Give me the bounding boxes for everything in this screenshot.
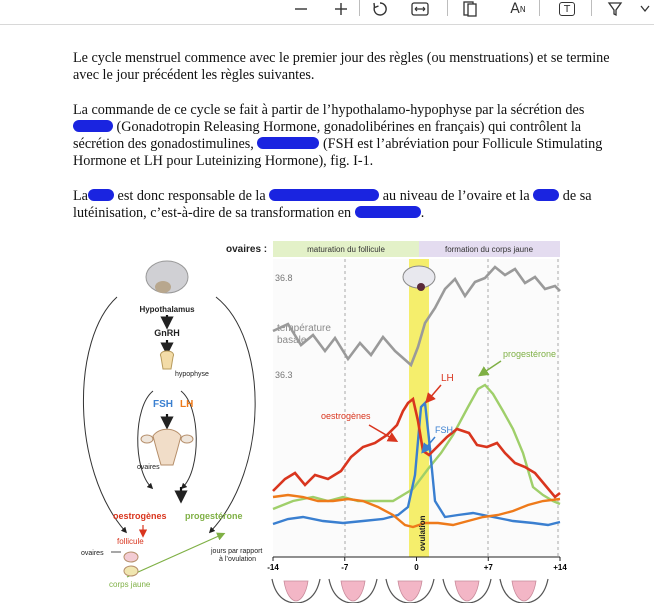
paragraph-1: Le cycle menstruel commence avec le premier jour des règles (ou menstruations) et se termine avec le jour précédent les règles suivantes. <box>73 50 610 83</box>
x-tick-label: -14 <box>267 563 279 572</box>
temp-label-1: température <box>277 323 331 334</box>
uterus-ovaries-illustration <box>153 429 181 465</box>
lh-label: LH <box>441 373 454 384</box>
text-icon-box: T <box>559 2 575 16</box>
p3-text-2: est donc responsable de la <box>117 188 266 204</box>
toolbar-separator <box>539 0 540 16</box>
p3-text-1: La <box>73 188 88 204</box>
toolbar-separator <box>591 0 592 16</box>
temp-high-tick: 36.8 <box>275 273 293 283</box>
paragraph-2 <box>73 102 613 170</box>
left-ovary-shape <box>141 435 153 443</box>
document-page <box>0 25 654 603</box>
small-ovary-follicle <box>124 552 138 562</box>
redaction-mark <box>355 206 421 218</box>
x-tick-label: 0 <box>414 563 419 572</box>
redaction-mark <box>533 189 559 201</box>
minus-icon[interactable] <box>292 0 310 18</box>
rotate-icon[interactable] <box>370 0 390 18</box>
regulation-diagram <box>81 261 255 589</box>
endometrium-shape <box>284 581 308 601</box>
diagram-fsh-label: FSH <box>153 399 173 410</box>
filter-icon[interactable] <box>605 0 625 18</box>
endometrium-shape <box>455 581 479 601</box>
p3-text-3: au niveau de l’ovaire et la <box>382 188 530 204</box>
p2-text-3: (Gonadotropin Releasing Hormone, gonadolibérines en français) qui <box>116 119 507 135</box>
p2-text-4: contrôlent la sécrétion des gonadostimulines, <box>73 119 582 152</box>
fit-width-icon[interactable] <box>410 0 430 18</box>
paragraph-3 <box>73 188 613 222</box>
progesterone-label: progestérone <box>503 349 557 359</box>
read-aloud-label: A <box>510 1 520 17</box>
p2-text-1: La commande de ce cycle se fait à partir de l’hypothalamo-hypophyse par la sécrétion <box>73 102 562 118</box>
diagram-lh-label: LH <box>180 399 194 410</box>
endometrium-shape <box>398 581 422 601</box>
diagram-ovaires-label-2: ovaires <box>81 550 104 557</box>
hypophyse-illustration <box>160 351 173 369</box>
viewer-toolbar <box>0 0 654 25</box>
temp-low-tick: 36.3 <box>275 370 293 380</box>
p2-text-2: des <box>565 102 585 118</box>
x-tick-label: +7 <box>483 563 493 572</box>
corps-jaune-label: corps jaune <box>109 580 151 589</box>
p3-text-4: de sa lutéinisation, c’est-à-dire de sa transformation en <box>73 188 592 221</box>
hypothalamus-shape <box>155 281 171 293</box>
diagram-progesterone-label: progestérone <box>185 511 243 521</box>
x-tick-label: -7 <box>341 563 349 572</box>
x-caption-2: à l’ovulation <box>219 556 256 563</box>
toolbar-separator <box>447 0 448 16</box>
feedback-arrow-outer-right <box>211 297 255 531</box>
x-caption-1: jours par rapport <box>211 548 263 555</box>
gnrh-label: GnRH <box>154 328 180 338</box>
hypophyse-label: hypophyse <box>175 371 209 378</box>
redaction-mark <box>269 189 379 201</box>
endometrium-shape <box>512 581 536 601</box>
small-ovary-corps-jaune <box>124 566 138 576</box>
read-aloud-icon[interactable] <box>506 0 530 18</box>
figure-svg <box>73 239 618 603</box>
toolbar-separator <box>359 0 360 16</box>
redaction-mark <box>257 137 319 149</box>
text-icon[interactable] <box>556 0 578 18</box>
p2-text-5: (FSH est l’abréviation pour <box>322 136 479 152</box>
oestrogenes-label: oestrogènes <box>321 411 371 421</box>
x-tick-group <box>267 557 567 572</box>
plus-icon[interactable] <box>332 0 350 18</box>
follicle-rupture <box>417 283 425 291</box>
follicule-label: follicule <box>117 537 144 546</box>
p2-text-6: Follicule Stimulating Hormone et LH pour Luteinizing Hormone), fig. I-1. <box>73 136 603 169</box>
feedback-arrow-outer-left <box>83 297 125 531</box>
ovaires-header: ovaires : <box>226 244 268 255</box>
redaction-mark <box>88 189 114 201</box>
chevron-down-icon[interactable] <box>638 0 652 18</box>
phase1-label: maturation du follicule <box>307 245 385 254</box>
page-view-icon[interactable] <box>460 0 480 18</box>
ovulation-label: ovulation <box>418 515 427 551</box>
redaction-mark <box>73 120 113 132</box>
temp-label-2: basale <box>277 335 307 346</box>
endometrium-shape <box>341 581 365 601</box>
read-aloud-sup: N <box>519 4 526 14</box>
uterus-row <box>272 579 548 603</box>
right-ovary-shape <box>181 435 193 443</box>
fsh-label: FSH <box>435 425 453 435</box>
menstrual-cycle-figure <box>73 239 618 603</box>
phase2-label: formation du corps jaune <box>444 245 534 254</box>
hypothalamus-label: Hypothalamus <box>139 305 195 314</box>
x-tick-label: +14 <box>553 563 567 572</box>
p3-text-5: . <box>420 205 425 221</box>
diagram-oestrogenes-label: oestrogènes <box>113 511 167 521</box>
diagram-ovaires-label: ovaires <box>137 464 160 471</box>
